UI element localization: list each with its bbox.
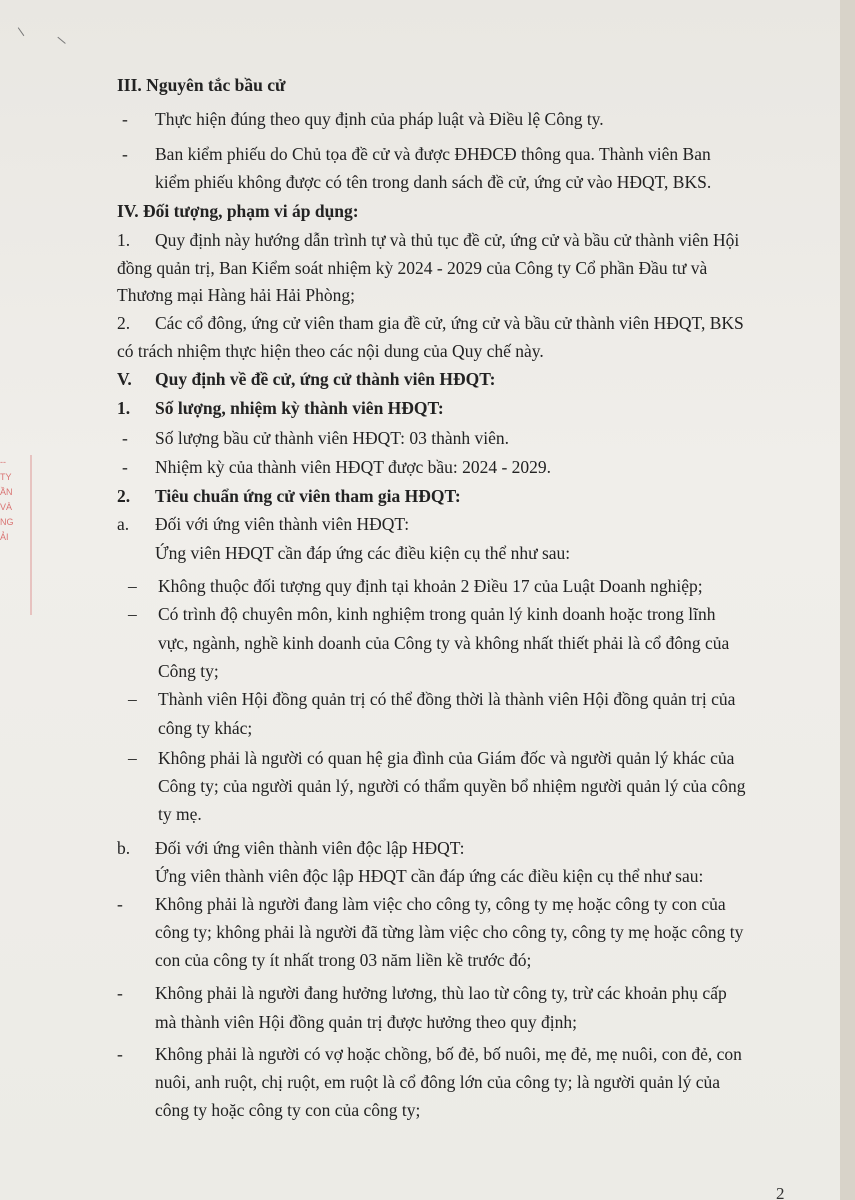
dash-marker: – bbox=[128, 604, 137, 624]
text-line: Các cổ đông, ứng cử viên tham gia đề cử, ứng cử và bầu cử thành viên HĐQT, BKS bbox=[155, 313, 744, 333]
text-line: Không phải là người đang làm việc cho công ty, công ty mẹ hoặc công ty con của bbox=[155, 894, 726, 914]
text-line: Thành viên Hội đồng quản trị có thể đồng thời là thành viên Hội đồng quản trị của bbox=[158, 689, 736, 709]
page-edge bbox=[840, 0, 855, 1200]
text-line: Thương mại Hàng hải Hải Phòng; bbox=[117, 285, 355, 305]
text-line: Số lượng bầu cử thành viên HĐQT: 03 thành viên. bbox=[155, 428, 509, 448]
dash-marker: – bbox=[128, 748, 137, 768]
section-heading-v: Quy định về đề cử, ứng cử thành viên HĐQT: bbox=[155, 369, 496, 389]
subsection-number: 1. bbox=[117, 398, 131, 418]
page-number: 2 bbox=[776, 1184, 785, 1200]
text-line: công ty khác; bbox=[158, 718, 253, 738]
text-line: ty mẹ. bbox=[158, 804, 202, 824]
section-number-v: V. bbox=[117, 369, 132, 389]
subsection-heading: Số lượng, nhiệm kỳ thành viên HĐQT: bbox=[155, 398, 444, 418]
text-line: Ứng viên thành viên độc lập HĐQT cần đáp ứng các điều kiện cụ thể như sau: bbox=[155, 866, 704, 886]
red-stamp-fragment: -- TY ẦN VÀ NG ẢI bbox=[0, 455, 32, 615]
text-line: Ban kiểm phiếu do Chủ tọa đề cử và được ĐHĐCĐ thông qua. Thành viên Ban bbox=[155, 144, 711, 164]
list-number: 1. bbox=[117, 230, 131, 250]
bullet-marker: - bbox=[122, 144, 128, 164]
bullet-marker: - bbox=[117, 1044, 123, 1064]
subsection-number: 2. bbox=[117, 486, 131, 506]
list-letter: a. bbox=[117, 514, 130, 534]
dash-marker: – bbox=[128, 689, 137, 709]
section-heading-iii: III. Nguyên tắc bầu cử bbox=[117, 75, 286, 95]
text-line: công ty; không phải là người đã từng làm việc cho công ty, công ty mẹ hoặc công ty bbox=[155, 922, 744, 942]
list-number: 2. bbox=[117, 313, 131, 333]
text-line: Không phải là người có quan hệ gia đình của Giám đốc và người quản lý khác của bbox=[158, 748, 735, 768]
pen-mark bbox=[18, 24, 29, 36]
section-heading-iv: IV. Đối tượng, phạm vi áp dụng: bbox=[117, 201, 359, 221]
bullet-marker: - bbox=[122, 457, 128, 477]
text-line: Không thuộc đối tượng quy định tại khoản 2 Điều 17 của Luật Doanh nghiệp; bbox=[158, 576, 703, 596]
text-line: con của công ty ít nhất trong 03 năm liền kề trước đó; bbox=[155, 950, 532, 970]
text-line: kiểm phiếu không được có tên trong danh sách đề cử, ứng cử vào HĐQT, BKS. bbox=[155, 172, 712, 192]
text-line: Có trình độ chuyên môn, kinh nghiệm trong quản lý kinh doanh hoặc trong lĩnh bbox=[158, 604, 716, 624]
bullet-marker: - bbox=[122, 428, 128, 448]
subsection-heading: Tiêu chuẩn ứng cử viên tham gia HĐQT: bbox=[155, 486, 461, 506]
text-line: Không phải là người đang hưởng lương, thù lao từ công ty, trừ các khoản phụ cấp bbox=[155, 983, 727, 1003]
bullet-marker: - bbox=[117, 894, 123, 914]
bullet-marker: - bbox=[122, 109, 128, 129]
text-line: Quy định này hướng dẫn trình tự và thủ tục đề cử, ứng cử và bầu cử thành viên Hội bbox=[155, 230, 740, 250]
text-line: công ty hoặc công ty con của công ty; bbox=[155, 1100, 421, 1120]
text-line: Thực hiện đúng theo quy định của pháp luật và Điều lệ Công ty. bbox=[155, 109, 604, 129]
text-line: Đối với ứng viên thành viên HĐQT: bbox=[155, 514, 410, 534]
text-line: Ứng viên HĐQT cần đáp ứng các điều kiện cụ thể như sau: bbox=[155, 543, 571, 563]
text-line: vực, ngành, nghề kinh doanh của Công ty và không nhất thiết phải là cổ đông của bbox=[158, 633, 730, 653]
text-line: mà thành viên Hội đồng quản trị được hưởng theo quy định; bbox=[155, 1012, 577, 1032]
text-line: nuôi, anh ruột, chị ruột, em ruột là cổ đông lớn của công ty; là người quản lý của bbox=[155, 1072, 721, 1092]
text-line: Công ty; bbox=[158, 661, 219, 681]
text-line: có trách nhiệm thực hiện theo các nội dung của Quy chế này. bbox=[117, 341, 544, 361]
text-line: Không phải là người có vợ hoặc chồng, bố đẻ, bố nuôi, mẹ đẻ, mẹ nuôi, con đẻ, con bbox=[155, 1044, 742, 1064]
text-line: Đối với ứng viên thành viên độc lập HĐQT: bbox=[155, 838, 465, 858]
pen-mark bbox=[57, 32, 69, 44]
dash-marker: – bbox=[128, 576, 137, 596]
text-line: Nhiệm kỳ của thành viên HĐQT được bầu: 2024 - 2029. bbox=[155, 457, 552, 477]
text-line: đồng quản trị, Ban Kiểm soát nhiệm kỳ 2024 - 2029 của Công ty Cổ phần Đầu tư và bbox=[117, 258, 708, 278]
text-line: Công ty; của người quản lý, người có thẩm quyền bổ nhiệm người quản lý của công bbox=[158, 776, 746, 796]
list-letter: b. bbox=[117, 838, 131, 858]
bullet-marker: - bbox=[117, 983, 123, 1003]
